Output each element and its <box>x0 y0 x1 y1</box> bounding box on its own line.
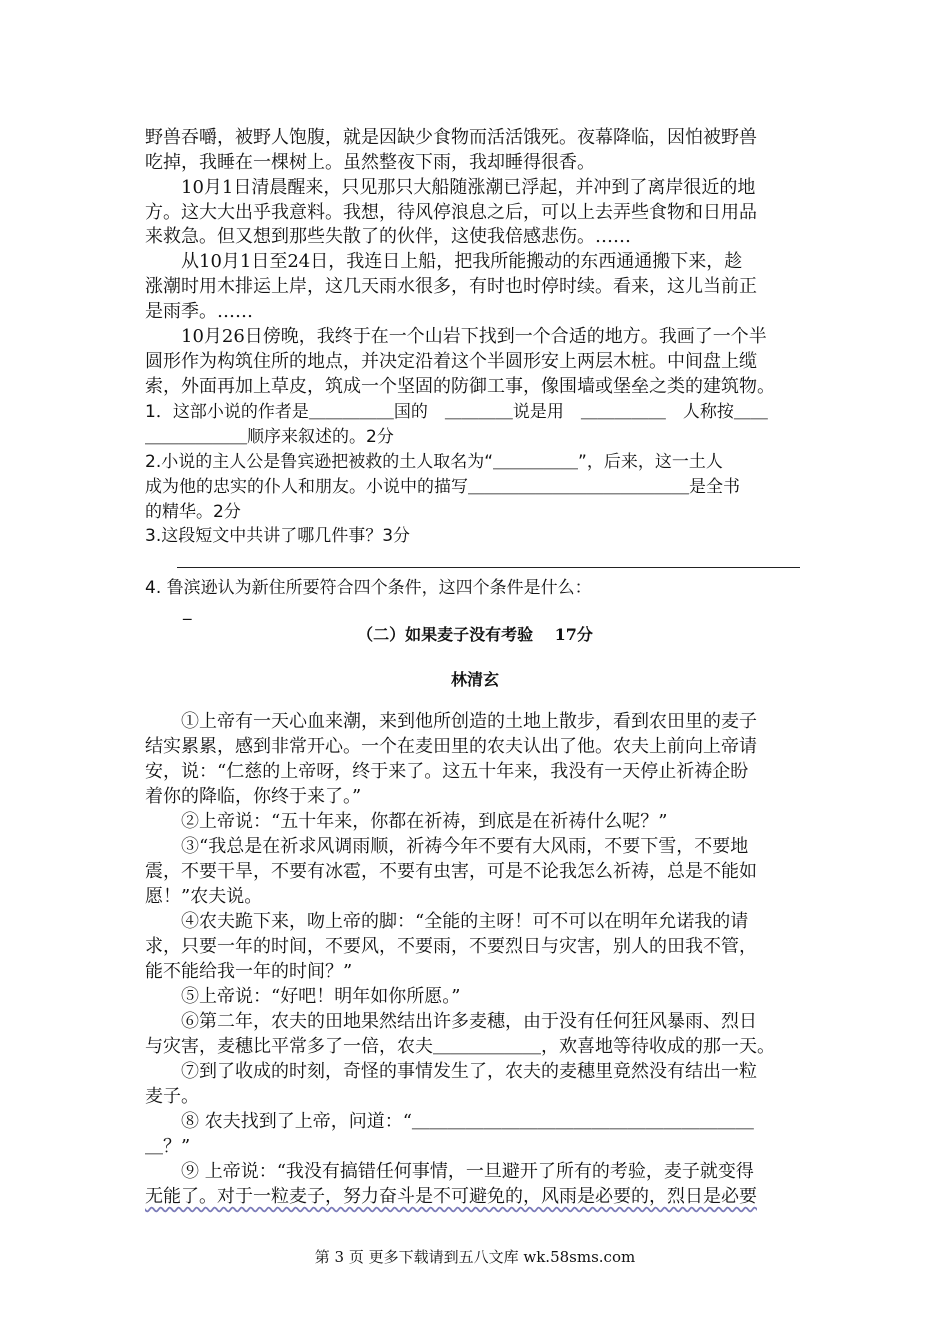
story-line: ①上帝有一天心血来潮，来到他所创造的土地上散步，看到农田里的麦子 <box>145 711 757 732</box>
story-line: 能不能给我一年的时间？” <box>145 961 353 982</box>
question-line: 的精华。2分 <box>145 502 241 522</box>
question-4: 4. 鲁滨逊认为新住所要符合四个条件，这四个条件是什么： <box>145 578 592 598</box>
question-line: 1．这部小说的作者是＿＿＿＿＿国的 ＿＿＿＿说是用 ＿＿＿＿＿ 人称按＿＿ <box>145 402 768 422</box>
story-line: ⑥第二年，农夫的田地果然结出许多麦穗，由于没有任何狂风暴雨、烈日 <box>145 1011 757 1032</box>
passage-line: 来救急。但又想到那些失散了的伙伴，这使我倍感悲伤。…… <box>145 226 631 247</box>
passage-line: 是雨季。…… <box>145 301 253 322</box>
story-line: ⑦到了收成的时刻，奇怪的事情发生了，农夫的麦穗里竟然没有结出一粒 <box>145 1061 757 1082</box>
author-name: 林清玄 <box>450 670 499 689</box>
question-line: ＿＿＿＿＿＿顺序来叙述的。2分 <box>145 427 394 447</box>
story-line: ②上帝说：“五十年来，你都在祈祷，到底是在祈祷什么呢？” <box>145 811 668 832</box>
passage-line: 圆形作为构筑住所的地点，并决定沿着这个半圆形安上两层木桩。中间盘上缆 <box>145 351 757 372</box>
question-line: 3.这段短文中共讲了哪几件事？3分 <box>145 526 411 546</box>
story-line-underlined: 无能了。对于一粒麦子，努力奋斗是不可避免的，风雨是必要的，烈日是必要 <box>145 1186 757 1207</box>
question-line: 2.小说的主人公是鲁宾逊把被救的土人取名为“＿＿＿＿＿”，后来，这一土人 <box>145 452 723 472</box>
passage-line: 从10月1日至24日，我连日上船，把我所能搬动的东西通通搬下来，趁 <box>145 251 743 272</box>
story-line: ＿？” <box>145 1136 191 1157</box>
story-line: 愿！”农夫说。 <box>145 886 263 907</box>
passage-line: 涨潮时用木排运上岸，这几天雨水很多，有时也时停时续。看来，这儿当前正 <box>145 276 757 297</box>
passage-line: 方。这大大出乎我意料。我想，待风停浪息之后，可以上去弄些食物和日用品 <box>145 202 757 223</box>
passage-line: 10月26日傍晚，我终于在一个山岩下找到一个合适的地方。我画了一个半 <box>145 326 767 347</box>
story-line: 安，说：“仁慈的上帝呀，终于来了。这五十年来，我没有一天停止祈祷企盼 <box>145 761 749 782</box>
story-line: ⑨ 上帝说：“我没有搞错任何事情，一旦避开了所有的考验，麦子就变得 <box>145 1161 754 1182</box>
story-line: 麦子。 <box>145 1086 199 1107</box>
story-line: 震，不要干旱，不要有冰雹，不要有虫害，可是不论我怎么祈祷，总是不能如 <box>145 861 757 882</box>
passage-line: 吃掉，我睡在一棵树上。虽然整夜下雨，我却睡得很香。 <box>145 152 595 173</box>
passage-line: 10月1日清晨醒来，只见那只大船随涨潮已浮起，并冲到了离岸很近的地 <box>145 177 756 198</box>
story-line: 与灾害，麦穗比平常多了一倍，农夫＿＿＿＿＿＿，欢喜地等待收成的那一天。 <box>145 1036 775 1057</box>
story-line: 求，只要一年的时间，不要风，不要雨，不要烈日与灾害，别人的田我不管， <box>145 936 757 957</box>
story-line: ③“我总是在祈求风调雨顺，祈祷今年不要有大风雨，不要下雪，不要地 <box>145 836 749 857</box>
page-footer: 第 3 页 更多下载请到五八文库 wk.58sms.com <box>314 1248 636 1266</box>
question-4-blank: _ <box>183 601 192 621</box>
story-line: ⑤上帝说：“好吧！明年如你所愿。” <box>145 986 461 1007</box>
question-line: 成为他的忠实的仆人和朋友。小说中的描写＿＿＿＿＿＿＿＿＿＿＿＿＿是全书 <box>145 477 740 497</box>
story-line: ⑧ 农夫找到了上帝，问道：“＿＿＿＿＿＿＿＿＿＿＿＿＿＿＿＿＿＿＿ <box>145 1111 754 1132</box>
answer-rule <box>177 567 800 568</box>
story-line: ④农夫跪下来，吻上帝的脚：“全能的主呀！可不可以在明年允诺我的请 <box>145 911 749 932</box>
story-line: 结实累累，感到非常开心。一个在麦田里的农夫认出了他。农夫上前向上帝请 <box>145 736 757 757</box>
section-heading: （二）如果麦子没有考验 17分 <box>357 625 593 644</box>
passage-line: 野兽吞嚼，被野人饱腹，就是因缺少食物而活活饿死。夜幕降临，因怕被野兽 <box>145 127 757 148</box>
story-line: 着你的降临，你终于来了。” <box>145 786 362 807</box>
passage-line: 索，外面再加上草皮，筑成一个坚固的防御工事，像围墙或堡垒之类的建筑物。 <box>145 376 775 397</box>
